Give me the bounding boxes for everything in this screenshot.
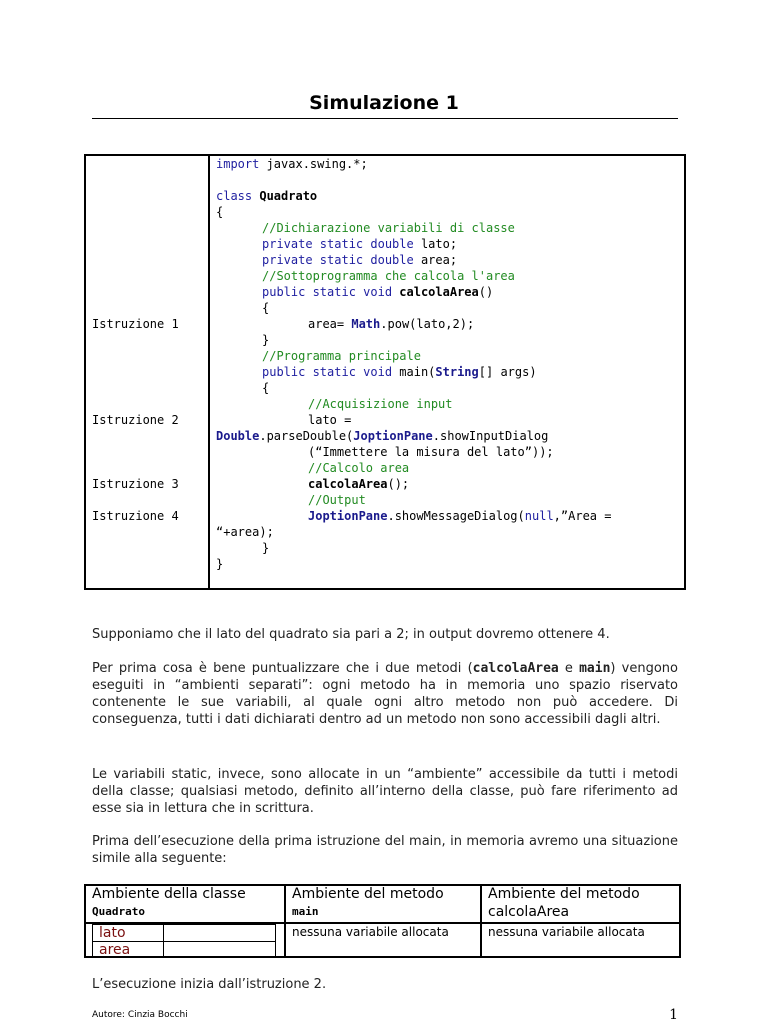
code-line: public static void calcolaArea() [262,285,494,299]
paragraph: Prima dell’esecuzione della prima istruzione del main, in memoria avremo una situazione simile alla seguente: [92,834,678,866]
code-line: { [262,381,270,395]
column-header: Ambiente della classe [92,886,246,902]
code-line: private static double lato; [262,237,458,251]
paragraph: Per prima cosa è bene puntualizzare che i due metodi (calcolaArea e main) vengono eseguiti in “ambienti separati”: ogni metodo ha in memoria uno spazio riservato contenente le sue variabili, al quale ogni altro metodo non può accedere. Di conseguenza, tutti i dati dichiarati dentro ad un metodo non sono accessibili dagli altri. [92,661,678,727]
main-environment-cell [284,886,480,956]
code-line: public static void main(String[] args) [262,365,537,379]
column-subheader: calcolaArea [488,904,570,920]
code-line: private static double area; [262,253,458,267]
instruction-label-2: Istruzione 2 [92,413,179,427]
column-header: Ambiente del metodo [488,886,640,902]
environment-table [84,884,681,958]
code-line: (“Immettere la misura del lato”)); [308,445,554,459]
footer-author: Autore: Cinzia Bocchi [92,1010,188,1020]
code-line: area= Math.pow(lato,2); [308,317,475,331]
cell-value: nessuna variabile allocata [488,925,645,939]
paragraph: L’esecuzione inizia dall’istruzione 2. [92,977,327,992]
code-line: “+area); [216,525,274,539]
class-variables-grid [92,924,276,958]
code-line: class Quadrato [216,189,318,203]
code-line: } [216,557,224,571]
instruction-label-4: Istruzione 4 [92,509,179,523]
calcolaarea-environment-cell [480,886,679,956]
code-line: } [262,541,270,555]
instruction-label-1: Istruzione 1 [92,317,179,331]
title-divider [92,118,678,119]
column-header: Ambiente del metodo [292,886,444,902]
code-table [84,154,686,590]
code-comment: //Dichiarazione variabili di classe [262,221,515,235]
variable-lato: lato [99,925,126,941]
paragraph: Le variabili static, invece, sono allocate in un “ambiente” accessibile da tutti i metodi della classe; qualsiasi metodo, definito all’interno della classe, può fare riferimento ad esse sia in lettura che in scrittura. [92,767,678,816]
paragraph: Supponiamo che il lato del quadrato sia pari a 2; in output dovremo ottenere 4. [92,627,610,642]
code-comment: //Output [308,493,366,507]
column-subheader: Quadrato [92,905,145,918]
code-line: JoptionPane.showMessageDialog(null,”Area = [308,509,612,523]
code-line: { [262,301,270,315]
code-line: { [216,205,224,219]
code-comment: //Programma principale [262,349,421,363]
code-line: calcolaArea(); [308,477,410,491]
code-line: lato = [308,413,352,427]
code-line: } [262,333,270,347]
class-environment-cell [86,886,284,956]
code-comment: //Acquisizione input [308,397,453,411]
instruction-label-3: Istruzione 3 [92,477,179,491]
column-subheader: main [292,905,319,918]
code-line: import javax.swing.*; [216,157,368,171]
page-number: 1 [669,1007,678,1023]
variable-area: area [99,942,131,958]
page-title: Simulazione 1 [309,92,459,114]
code-comment: //Sottoprogramma che calcola l'area [262,269,515,283]
code-comment: //Calcolo area [308,461,410,475]
cell-value: nessuna variabile allocata [292,925,449,939]
code-line: Double.parseDouble(JoptionPane.showInputDialog [216,429,549,443]
code-column-divider [208,156,210,588]
